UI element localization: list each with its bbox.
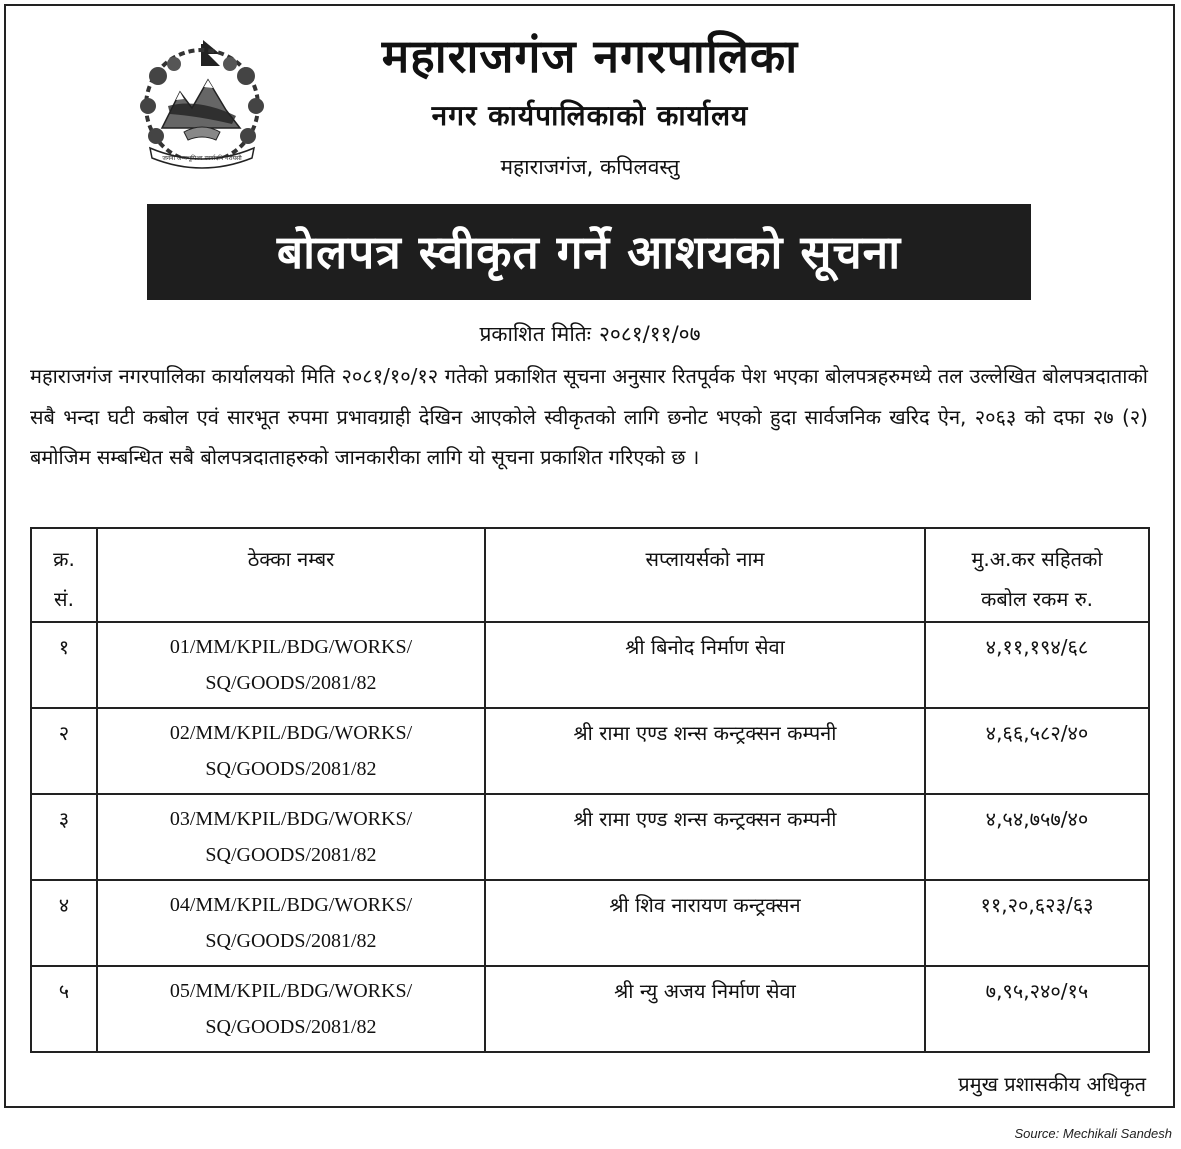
table-header-row [31, 528, 1149, 622]
tender-line2: SQ/GOODS/2081/82 [205, 758, 377, 780]
row-tender-number [97, 880, 485, 966]
source-credit: Source: Mechikali Sandesh [1014, 1126, 1172, 1141]
publish-date [300, 318, 880, 350]
publish-date-value: २०८१/११/०७ [599, 322, 701, 346]
notice-body: महाराजगंज नगरपालिका कार्यालयको मिति २०८१/१०/१२ गतेको प्रकाशित सूचना अनुसार रितपूर्वक पेश भएका बोलपत्रहरुमध्ये तल उल्लेखित बोलपत्रदाताको सबै भन्दा घटी कबोल एवं सारभूत रुपमा प्रभावग्राही देखिन आएकोले स्वीकृतको लागि छनोट भएको हुदा सार्वजनिक खरिद ऐन, २०६३ को दफा २७ (२) बमोजिम सम्बन्धित सबै बोलपत्रदाताहरुको जानकारीका लागि यो सूचना प्रकाशित गरिएको छ । [30, 364, 1148, 469]
tender-line1: 02/MM/KPIL/BDG/WORKS/ [169, 722, 413, 744]
tender-line2: SQ/GOODS/2081/82 [205, 672, 377, 694]
header-amount-line1: मु.अ.कर सहितको [971, 547, 1103, 571]
tender-line1: 03/MM/KPIL/BDG/WORKS/ [169, 808, 413, 830]
signatory-title: प्रमुख प्रशासकीय अधिकृत [958, 1072, 1146, 1096]
row-amount: ४,६६,५८२/४० [925, 708, 1149, 794]
row-tender-number [97, 966, 485, 1052]
header-supplier-name: सप्लायर्सको नाम [485, 528, 925, 622]
tender-table [30, 527, 1150, 1053]
row-supplier: श्री बिनोद निर्माण सेवा [485, 622, 925, 708]
header-sn-line1: क्र. [53, 547, 75, 571]
table-row [31, 622, 1149, 708]
table-row [31, 794, 1149, 880]
tender-line1: 05/MM/KPIL/BDG/WORKS/ [169, 980, 413, 1002]
tender-line1: 04/MM/KPIL/BDG/WORKS/ [169, 894, 413, 916]
org-name: महाराजगंज नगरपालिका [381, 29, 799, 83]
header-sn-line2: सं. [54, 587, 74, 611]
row-supplier: श्री न्यु अजय निर्माण सेवा [485, 966, 925, 1052]
row-amount: ७,९५,२४०/१५ [925, 966, 1149, 1052]
row-tender-number [97, 794, 485, 880]
header-bid-amount [925, 528, 1149, 622]
row-sn: ४ [31, 880, 97, 966]
nepal-emblem-icon [128, 36, 276, 172]
header-sn [31, 528, 97, 622]
tender-line1: 01/MM/KPIL/BDG/WORKS/ [169, 636, 413, 658]
header-tender-number: ठेक्का नम्बर [97, 528, 485, 622]
notice-title: बोलपत्र स्वीकृत गर्ने आशयको सूचना [147, 204, 1031, 300]
row-sn: ३ [31, 794, 97, 880]
row-tender-number [97, 708, 485, 794]
row-sn: २ [31, 708, 97, 794]
row-supplier: श्री रामा एण्ड शन्स कन्ट्रक्सन कम्पनी [485, 708, 925, 794]
row-sn: १ [31, 622, 97, 708]
tender-line2: SQ/GOODS/2081/82 [205, 930, 377, 952]
tender-line2: SQ/GOODS/2081/82 [205, 1016, 377, 1038]
office-name: नगर कार्यपालिकाको कार्यालय [431, 99, 749, 132]
row-supplier: श्री रामा एण्ड शन्स कन्ट्रक्सन कम्पनी [485, 794, 925, 880]
header-amount-line2: कबोल रकम रु. [980, 587, 1094, 611]
row-amount: ११,२०,६२३/६३ [925, 880, 1149, 966]
table-row [31, 880, 1149, 966]
row-supplier: श्री शिव नारायण कन्ट्रक्सन [485, 880, 925, 966]
row-sn: ५ [31, 966, 97, 1052]
row-amount: ४,५४,७५७/४० [925, 794, 1149, 880]
office-location: महाराजगंज, कपिलवस्तु [500, 155, 680, 179]
tender-line2: SQ/GOODS/2081/82 [205, 844, 377, 866]
table-row [31, 708, 1149, 794]
table-row [31, 966, 1149, 1052]
row-tender-number [97, 622, 485, 708]
publish-date-label: प्रकाशित मितिः [479, 322, 591, 346]
emblem-motto: जननी जन्मभूमिश्च स्वर्गादपि गरीयसी [162, 155, 242, 162]
row-amount: ४,११,१९४/६८ [925, 622, 1149, 708]
